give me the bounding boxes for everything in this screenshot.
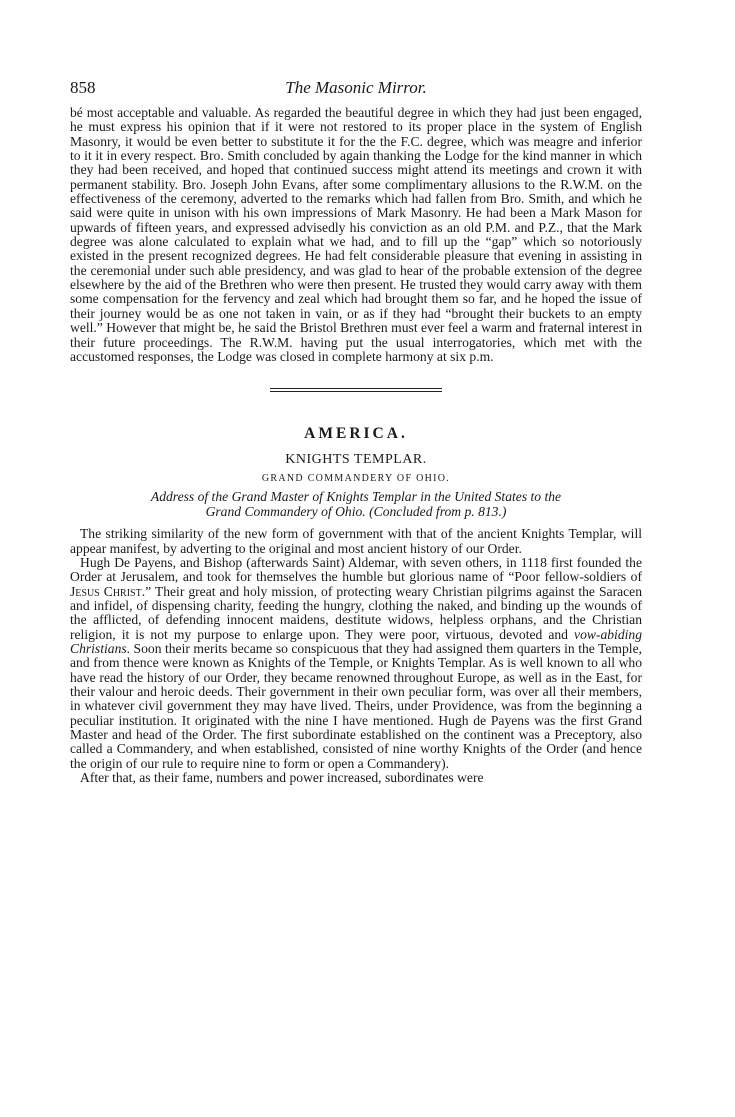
body-paragraph-2 (70, 556, 642, 771)
address-reference: (Concluded from p. 813.) (369, 504, 507, 520)
body-paragraph-2-vow-abiding: vow-abiding Christians (70, 626, 642, 656)
body-paragraph-3: After that, as their fame, numbers and power increased, subordinates were (80, 770, 484, 786)
document-page (70, 78, 642, 785)
body-paragraph-1: The striking similarity of the new form of government with that of the ancient Knights Templar, will appear manifest, by adverting to the original and most ancient history of our Order. (70, 526, 642, 556)
body-paragraph-2-jesus-christ: Jesus Christ (70, 583, 142, 599)
body-paragraph-2-part-b: .” Their great and holy mission, of protecting weary Christian pilgrims against the Saracen and infidel, of dispensing charity, feeding the hungry, clothing the naked, and binding up the wounds of the afflicted, of defending innocent maidens, destitute widows, helpless orphans, and the Christian religion, it is not my purpose to enlarge upon. They were poor, virtuous, devoted and (70, 583, 642, 642)
page-number: 858 (70, 78, 96, 97)
address-line-1: Address of the Grand Master of Knights Templar in the United States to the (150, 489, 562, 505)
subsection-title: KNIGHTS TEMPLAR. (285, 452, 427, 468)
subheading: GRAND COMMANDERY OF OHIO. (261, 473, 451, 485)
body-paragraph-2-part-a: Hugh De Payens, and Bishop (afterwards Saint) Aldemar, with seven others, in 1118 first founded the Order at Jerusalem, and took for themselves the humble but glorious name of “Poor fellow-soldiers of (70, 554, 642, 585)
address-heading (70, 489, 642, 519)
address-line-2: Grand Commandery of Ohio. (205, 504, 366, 520)
journal-title: The Masonic Mirror. (285, 78, 427, 97)
body-paragraph-2-part-c: . Soon their merits became so conspicuous that they had assigned them quarters in the Temple, and from thence were known as Knights of the Temple, or Knights Templar. As is well known to all who have read the history of our Order, they became renowned throughout Europe, as well as in the East, for their valour and heroic deeds. Their government in their own peculiar form, was over all their members, in whatever civil government they may have lived. Theirs, under Providence, was from the beginning a peculiar institution. It originated with the nine I have mentioned. Hugh de Payens was the first Grand Master and head of the Order. The first subordinate established on the continent was a Preceptory, also called a Commandery, and when established, consisted of nine worthy Knights of the Order (and hence the origin of our rule to require nine to form or open a Commandery). (70, 640, 642, 771)
running-head (70, 78, 642, 106)
continuation-paragraph: bé most acceptable and valuable. As regarded the beautiful degree in which they had just been engaged, he must express his opinion that if it were not restored to its proper place in the system of English Masonry, it would be even better to substitute it for the the F.C. degree, which was meagre and inferior to it it in every respect. Bro. Smith concluded by again thanking the Lodge for the kind manner in which they had been received, and hoped that continued success might attend its meetings and crown it with permanent stability. Bro. Joseph John Evans, after some complimentary allusions to the R.W.M. on the effectiveness of the ceremony, adverted to the remarks which had fallen from Bro. Smith, and which he said were quite in unison with his own impressions of Mark Masonry. He had been a Mark Mason for upwards of fifteen years, and expressed advisedly his conviction as an old P.M. and P.Z., that the Mark degree was alone calculated to explain what we had, and to fill up the “gap” which so notoriously existed in the present recognized degrees. He had felt considerable pleasure that evening in assisting in the ceremonial under such able presidency, and was glad to hear of the probable extension of the degree elsewhere by the aid of the Brethren who were then present. He trusted they would carry away with them some compensation for the fervency and zeal which had brought them so far, and he hoped the issue of their journey would be as one not taken in vain, or as if they had “brought their buckets to an empty well.” However that might be, he said the Bristol Brethren must ever feel a warm and fraternal interest in their future proceedings. The R.W.M. having put the usual interrogatories, which met with the accustomed responses, the Lodge was closed in complete harmony at six p.m. (70, 105, 642, 364)
section-divider (270, 388, 442, 394)
section-title: AMERICA. (304, 425, 408, 443)
